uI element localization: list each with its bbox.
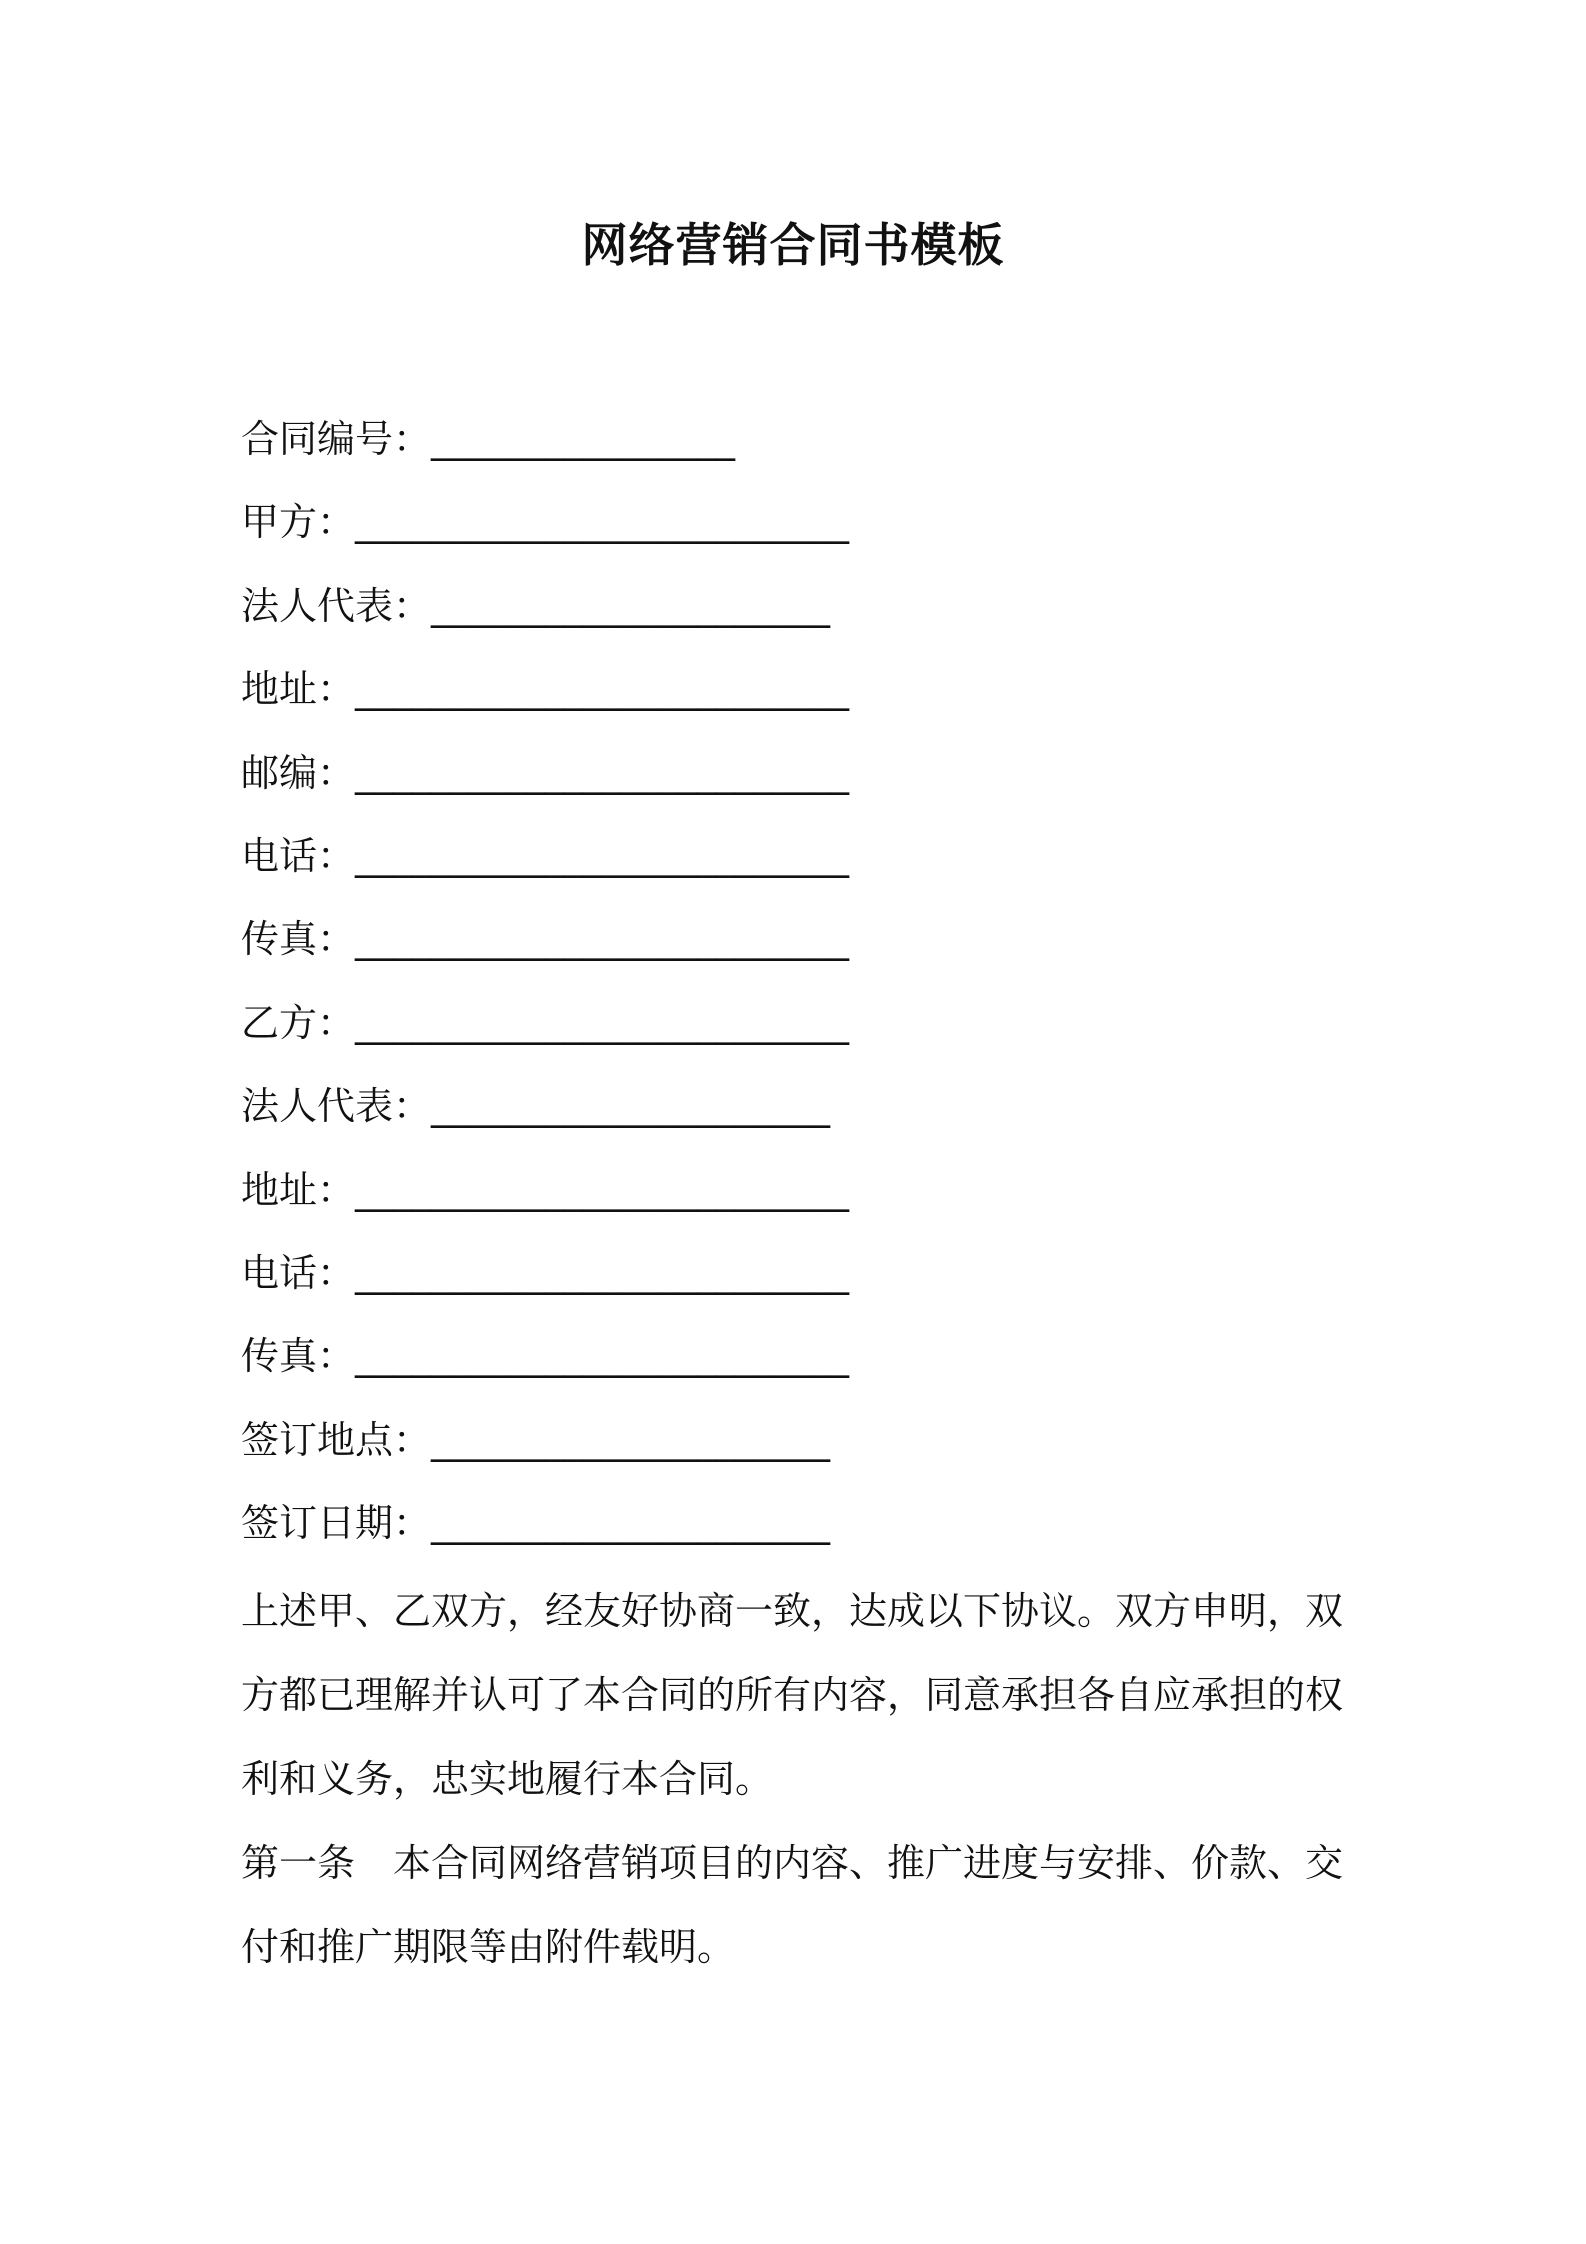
field-blank: __________________________ [355,1000,850,1045]
field-blank: __________________________ [355,667,850,712]
field-signing-date [241,1488,1361,1571]
field-label: 法人代表： [241,583,432,628]
field-party-a-address [241,654,1361,737]
preamble-paragraph: 上述甲、乙双方，经友好协商一致，达成以下协议。双方申明，双方都已理解并认可了本合同的所有内容，同意承担各自应承担的权利和义务，忠实地履行本合同。 [241,1589,1344,1801]
field-party-b-address [241,1155,1361,1238]
field-label: 电话： [241,1250,356,1295]
field-blank: __________________________ [355,750,850,795]
field-party-a-phone [241,821,1361,904]
field-party-b-fax [241,1321,1361,1404]
field-party-b [241,988,1361,1071]
field-party-a-fax [241,904,1361,987]
field-party-a-legal-rep [241,571,1361,654]
field-label: 签订日期： [241,1501,432,1546]
field-label: 传真： [241,917,356,962]
article-text: 本合同网络营销项目的内容、推广进度与安排、价款、交付和推广期限等由附件载明。 [241,1841,1344,1969]
field-blank: ________________ [431,417,736,461]
field-blank: _____________________ [431,1417,831,1462]
field-label: 法人代表： [241,1084,432,1129]
article-1-paragraph [241,1821,1361,1989]
field-label: 邮编： [241,750,356,795]
field-blank: __________________________ [355,1334,850,1379]
field-label: 签订地点： [241,1417,432,1462]
field-blank: _____________________ [431,1084,831,1129]
field-blank: __________________________ [355,917,850,962]
field-blank: __________________________ [355,833,850,878]
document-title: 网络营销合同书模板 [581,218,1005,272]
field-blank: _____________________ [431,1501,831,1546]
field-party-b-phone [241,1238,1361,1321]
field-blank: _____________________ [431,583,831,628]
article-number: 第一条 [241,1841,356,1885]
field-blank: __________________________ [355,1250,850,1295]
field-label: 乙方： [241,1000,356,1045]
field-label: 传真： [241,1334,356,1379]
field-label: 地址： [241,1167,356,1212]
field-signing-place [241,1405,1361,1488]
field-party-a-postcode [241,738,1361,821]
field-label: 合同编号： [241,417,432,461]
contract-fields [241,404,1361,1571]
field-contract-number [241,404,1361,487]
field-blank: __________________________ [355,500,850,545]
field-label: 甲方： [241,500,356,545]
field-party-b-legal-rep [241,1071,1361,1154]
field-label: 电话： [241,833,356,878]
field-label: 地址： [241,667,356,712]
field-blank: __________________________ [355,1167,850,1212]
field-party-a [241,487,1361,570]
contract-body [241,1569,1361,1989]
